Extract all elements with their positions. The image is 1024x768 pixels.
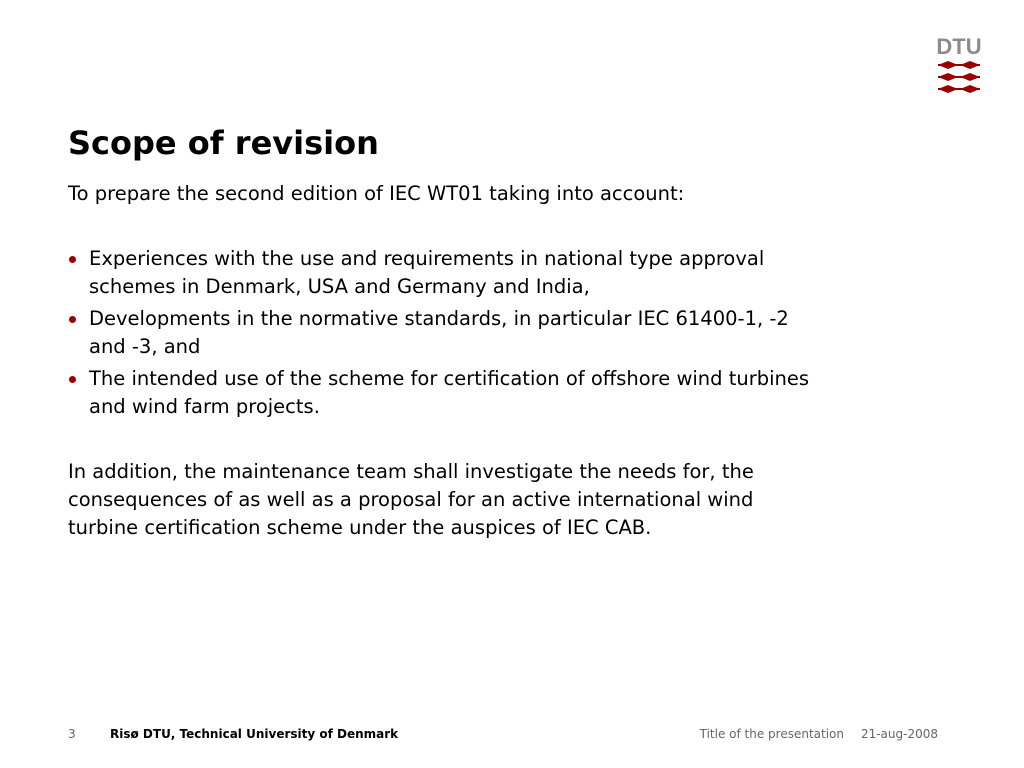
slide-footer (0, 724, 1024, 744)
institution-name: Risø DTU, Technical University of Denmark (110, 727, 399, 741)
bullet-text: The intended use of the scheme for certification of offshore wind turbines and wind farm projects. (89, 367, 810, 418)
bullet-text: Developments in the normative standards, in particular IEC 61400-1, -2 and -3, and (89, 307, 789, 358)
bullet-list (68, 245, 948, 425)
bullet-icon (69, 256, 76, 263)
bullet-text: Experiences with the use and requirements in national type approval schemes in Denmark, USA and Germany and India, (89, 247, 765, 298)
dtu-logo (936, 34, 982, 96)
dtu-logo-text: DTU (936, 34, 982, 59)
bullet-item (68, 365, 948, 421)
bullet-item (68, 305, 948, 361)
body-paragraph: In addition, the maintenance team shall investigate the needs for, the consequences of as well as a proposal for an active international wind turbine certification scheme under the auspices of IEC CAB. (68, 460, 754, 539)
slide-title: Scope of revision (68, 124, 379, 162)
bullet-icon (69, 376, 76, 383)
presentation-date: 21-aug-2008 (860, 727, 938, 741)
bullet-item (68, 245, 948, 301)
page-number: 3 (68, 727, 76, 741)
intro-text: To prepare the second edition of IEC WT01 taking into account: (68, 182, 685, 205)
bullet-icon (69, 316, 76, 323)
presentation-title: Title of the presentation (699, 727, 844, 741)
dtu-logo-wave-pattern (938, 61, 980, 93)
